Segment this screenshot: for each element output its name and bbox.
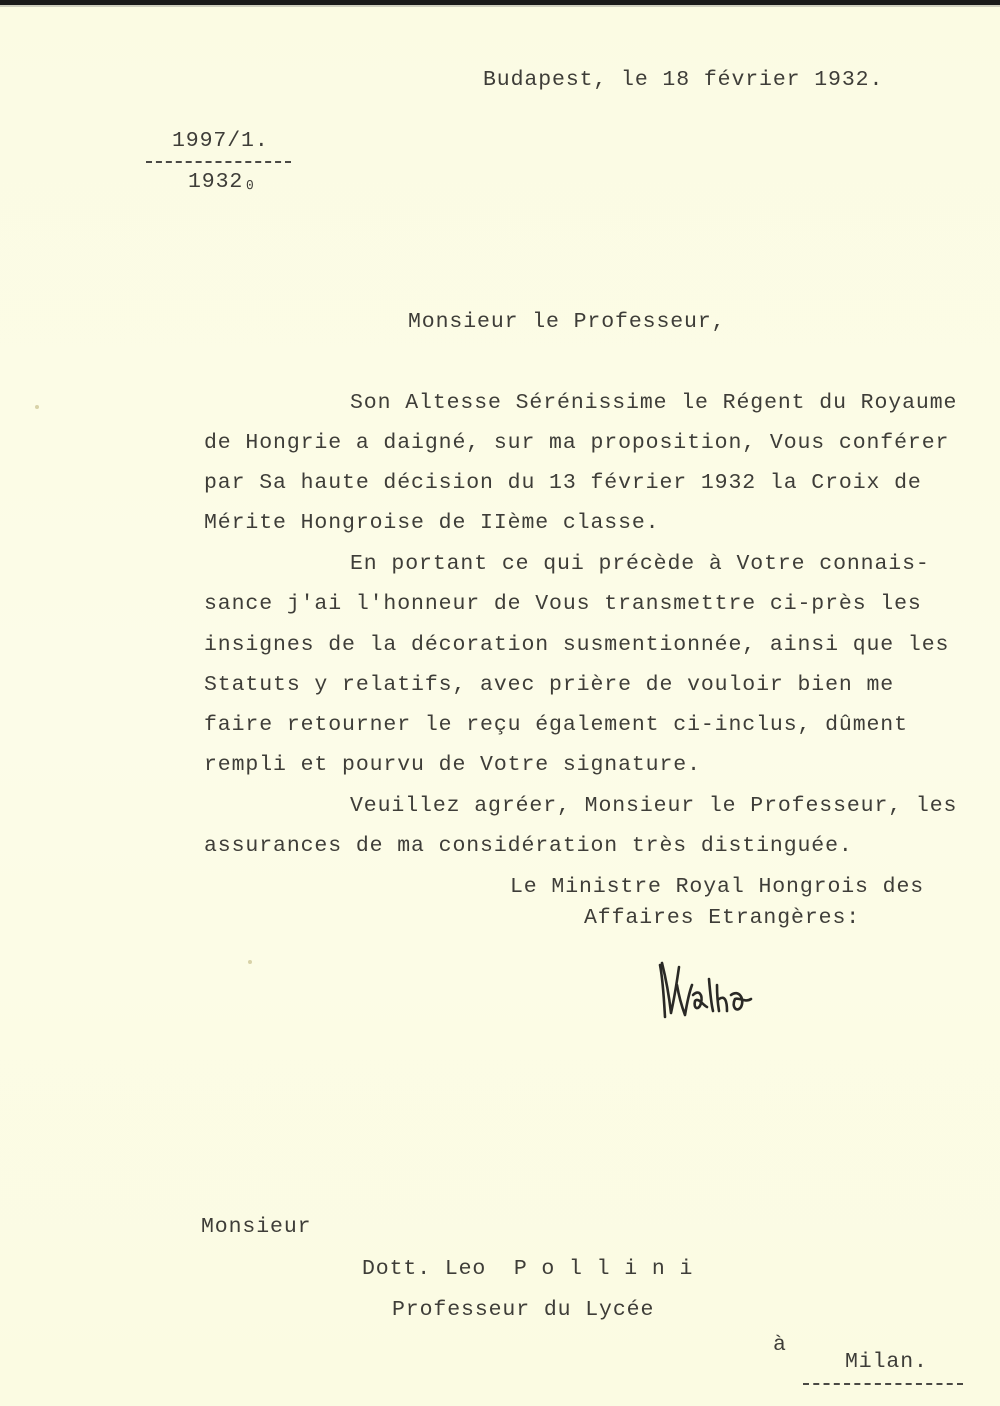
reference-year: 1932₀ [188,170,258,194]
reference-divider [146,161,291,163]
body-line: Mérite Hongroise de IIème classe. [204,511,660,535]
body-line: Son Altesse Sérénissime le Régent du Royaume [350,391,958,415]
place-date: Budapest, le 18 février 1932. [483,68,884,92]
body-line: insignes de la décoration susmentionnée, ainsi que les [204,633,950,657]
body-line: Statuts y relatifs, avec prière de vouloir bien me [204,673,895,697]
body-line: par Sa haute décision du 13 février 1932 la Croix de [204,471,922,495]
paper-speck [248,960,252,964]
address-city: Milan. [845,1350,928,1374]
paper-speck [35,405,39,409]
addressee-title: Professeur du Lycée [392,1298,655,1322]
top-edge-shadow [0,5,1000,7]
closing-title: Affaires Etrangères: [584,906,861,930]
handwritten-signature [655,955,775,1030]
city-underline [803,1383,963,1385]
address-preposition: à [773,1333,787,1357]
body-line: assurances de ma considération très distinguée. [204,834,853,858]
body-line: faire retourner le reçu également ci-inclus, dûment [204,713,908,737]
body-line: rempli et pourvu de Votre signature. [204,753,701,777]
body-line: En portant ce qui précède à Votre connais- [350,552,930,576]
body-line: Veuillez agréer, Monsieur le Professeur, les [350,794,958,818]
reference-number: 1997/1. [172,129,269,153]
addressee: Monsieur [201,1215,312,1239]
body-line: de Hongrie a daigné, sur ma proposition, Vous conférer [204,431,950,455]
addressee-name: Dott. Leo P o l l i n i [362,1257,694,1281]
salutation: Monsieur le Professeur, [408,310,726,334]
body-line: sance j'ai l'honneur de Vous transmettre ci-près les [204,592,922,616]
closing-title: Le Ministre Royal Hongrois des [510,875,925,899]
